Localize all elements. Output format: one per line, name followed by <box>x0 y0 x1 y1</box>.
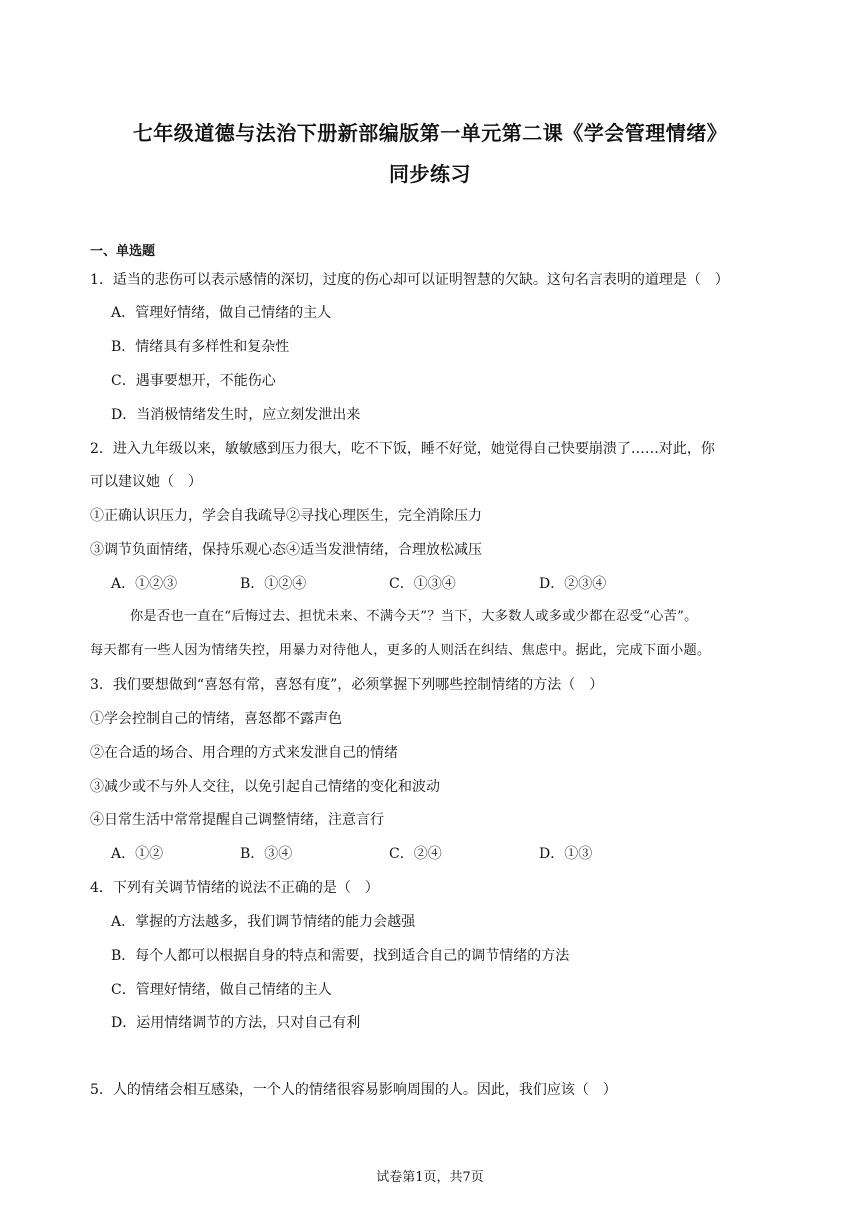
question-2-option-d: D．②③④ <box>539 576 607 592</box>
question-2-stem-line2: 可以建议她（ ） <box>90 474 202 490</box>
question-5-stem: 5．人的情绪会相互感染，一个人的情绪很容易影响周围的人。因此，我们应该（ ） <box>90 1082 617 1098</box>
question-3-option-d: D．①③ <box>539 846 593 862</box>
document-subtitle: 同步练习 <box>389 162 471 186</box>
page-footer: 试卷第1页，共7页 <box>376 1170 484 1185</box>
question-4-option-a: A．掌握的方法越多，我们调节情绪的能力会越强 <box>111 914 416 930</box>
question-1-option-d: D．当消极情绪发生时，应立刻发泄出来 <box>111 407 361 423</box>
question-4-option-b: B．每个人都可以根据自身的特点和需要，找到适合自己的调节情绪的方法 <box>111 948 570 964</box>
question-2-option-c: C．①③④ <box>389 576 456 592</box>
question-3-item-1: ①学会控制自己的情绪，喜怒都不露声色 <box>90 711 342 727</box>
question-3-item-4: ④日常生活中常常提醒自己调整情绪，注意言行 <box>90 812 384 828</box>
question-3-item-3: ③减少或不与外人交往，以免引起自己情绪的变化和波动 <box>90 779 440 795</box>
document-title: 七年级道德与法治下册新部编版第一单元第二课《学会管理情绪》 <box>132 121 728 145</box>
question-3-stem: 3．我们要想做到“喜怒有常，喜怒有度”，必须掌握下列哪些控制情绪的方法（ ） <box>90 677 604 693</box>
question-2-item-1: ①正确认识压力，学会自我疏导②寻找心理医生，完全消除压力 <box>90 508 482 524</box>
question-4-stem: 4．下列有关调节情绪的说法不正确的是（ ） <box>90 880 379 896</box>
section-heading: 一、单选题 <box>90 244 156 259</box>
question-3-option-b: B．③④ <box>240 846 293 862</box>
question-4-option-d: D．运用情绪调节的方法，只对自己有利 <box>111 1015 361 1031</box>
question-1-stem: 1．适当的悲伤可以表示感情的深切，过度的伤心却可以证明智慧的欠缺。这句名言表明的道理是（ ） <box>90 272 729 288</box>
question-2-option-b: B．①②④ <box>240 576 307 592</box>
question-1-option-b: B．情绪具有多样性和复杂性 <box>111 339 290 355</box>
question-3-option-a: A．①② <box>111 846 164 862</box>
question-2-option-a: A．①②③ <box>111 576 178 592</box>
question-3-item-2: ②在合适的场合、用合理的方式来发泄自己的情绪 <box>90 745 398 761</box>
reading-material-line2: 每天都有一些人因为情绪失控，用暴力对待他人，更多的人则活在纠结、焦虑中。据此，完成下面小题。 <box>90 643 711 658</box>
question-3-option-c: C．②④ <box>389 846 442 862</box>
question-2-stem-line1: 2．进入九年级以来，敏敏感到压力很大，吃不下饭，睡不好觉，她觉得自己快要崩溃了……对此，你 <box>90 441 715 457</box>
question-1-option-c: C．遇事要想开，不能伤心 <box>111 373 276 389</box>
question-4-option-c: C．管理好情绪，做自己情绪的主人 <box>111 982 332 998</box>
reading-material-line1: 你是否也一直在“后悔过去、担忧未来、不满今天”？当下，大多数人或多或少都在忍受“心苦”。 <box>130 609 698 624</box>
question-2-item-2: ③调节负面情绪，保持乐观心态④适当发泄情绪，合理放松减压 <box>90 542 482 558</box>
question-1-option-a: A．管理好情绪，做自己情绪的主人 <box>111 305 332 321</box>
